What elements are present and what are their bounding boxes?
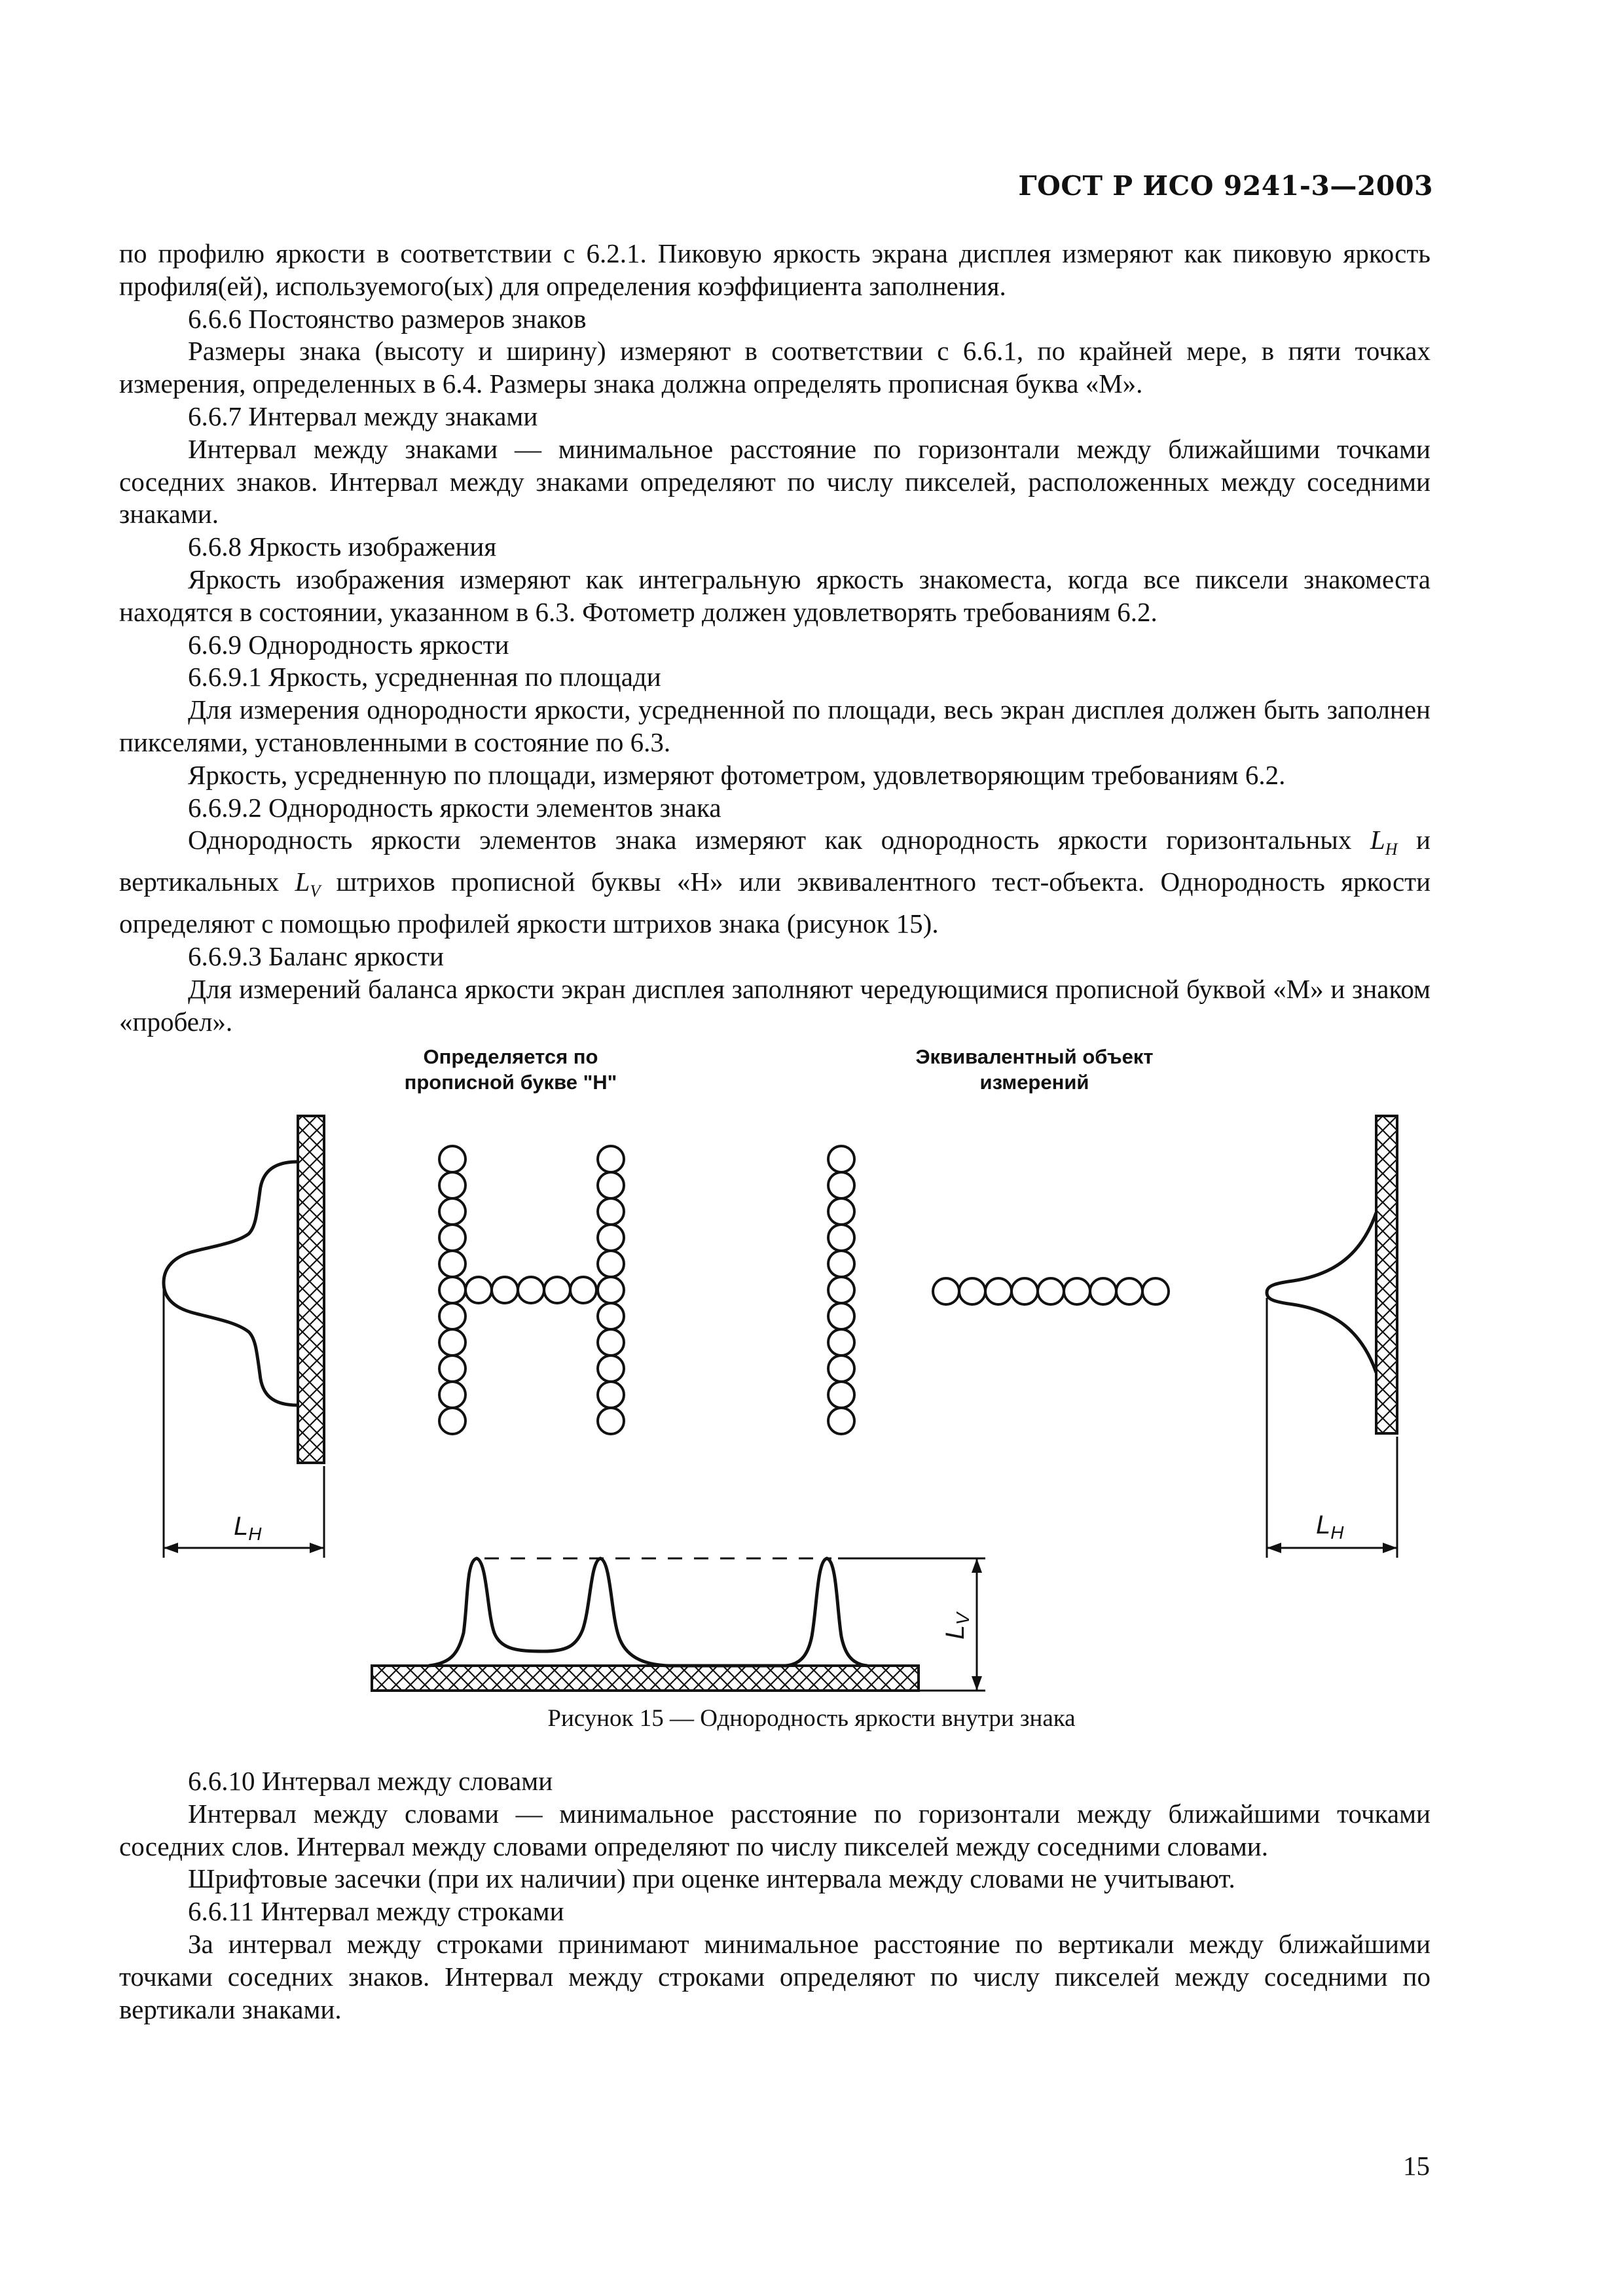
pixel-dot — [598, 1251, 624, 1277]
arrow-head — [972, 1558, 982, 1573]
paragraph: За интервал между строками принимают минимальное расстояние по вертикали между ближайшими точками соседних знаков. Интервал между строками определяют по числу пикселей между соседними по вертикали знаками. — [119, 1928, 1431, 2024]
pixel-dot — [598, 1382, 624, 1408]
dim-letter: L — [941, 1624, 970, 1640]
pixel-dot — [828, 1277, 854, 1303]
section-heading-6-6-9-1: 6.6.9.1 Яркость, усредненная по площади — [188, 662, 661, 692]
hatched-bar-right — [1376, 1116, 1397, 1433]
paragraph: Яркость изображения измеряют как интегральную яркость знакоместа, когда все пиксели знакоместа находятся в состоянии, указанном в 6.3. Фотометр должен удовлетворять требованиям 6.2. — [119, 564, 1431, 627]
pixel-dot — [1012, 1278, 1038, 1304]
arrow-head — [1267, 1543, 1281, 1553]
symbol-lh — [1370, 825, 1398, 859]
figure-15 — [0, 1044, 1623, 1698]
pixel-dot — [828, 1172, 854, 1198]
dim-letter: L — [234, 1512, 249, 1541]
pixel-dot — [598, 1198, 624, 1225]
figure-caption: Рисунок 15 — Однородность яркости внутри знака — [547, 1705, 1076, 1732]
standard-code-header: ГОСТ Р ИСО 9241-3—2003 — [1018, 170, 1433, 202]
pixel-dot — [439, 1146, 465, 1172]
section-heading-6-6-11: 6.6.11 Интервал между строками — [188, 1896, 564, 1927]
pixel-dot — [1064, 1278, 1090, 1304]
page-number: 15 — [1403, 2151, 1430, 2181]
text-run: и вертикальных — [119, 825, 1431, 897]
paragraph: Интервал между словами — минимальное расстояние по горизонтали между ближайшими точками соседних слов. Интервал между словами определяют по числу пикселей между соседними словами. — [119, 1798, 1431, 1861]
section-heading-6-6-6: 6.6.6 Постоянство размеров знаков — [188, 303, 587, 334]
pixel-dot — [959, 1278, 985, 1304]
paragraph: Шрифтовые засечки (при их наличии) при оценке интервала между словами не учитывают. — [188, 1863, 1235, 1894]
pixel-vertical-stroke — [828, 1146, 854, 1434]
paragraph: Яркость, усредненную по площади, измеряют фотометром, удовлетворяющим требованиям 6.2. — [188, 759, 1286, 790]
pixel-dot — [828, 1146, 854, 1172]
pixel-dot — [439, 1303, 465, 1329]
dim-subscript: H — [248, 1524, 262, 1544]
paragraph: по профилю яркости в соответствии с 6.2.1. Пиковую яркость экрана дисплея измеряют как пиковую яркость профиля(ей), используемого(ых) для определения коэффициента заполнения. — [119, 238, 1431, 301]
body-text-bottom — [119, 1765, 1431, 2026]
pixel-dot — [518, 1277, 544, 1303]
pixel-dot — [439, 1225, 465, 1251]
pixel-horizontal-stroke — [933, 1278, 1169, 1304]
luminance-profile-lh-left — [164, 1162, 298, 1405]
pixel-dot — [1090, 1278, 1116, 1304]
section-heading-6-6-7: 6.6.7 Интервал между знаками — [188, 401, 538, 431]
dim-letter: L — [1316, 1511, 1331, 1539]
figure-drawing — [0, 1044, 1623, 1698]
pixel-dot — [598, 1355, 624, 1382]
pixel-dot — [828, 1225, 854, 1251]
pixel-dot — [439, 1251, 465, 1277]
pixel-dot — [828, 1355, 854, 1382]
pixel-dot — [598, 1146, 624, 1172]
text-run: Однородность яркости элементов знака измеряют как однородность яркости горизонтальных — [188, 825, 1352, 855]
luminance-profile-lh-right — [1267, 1213, 1376, 1372]
pixel-dot — [1038, 1278, 1064, 1304]
dim-label-lh-left — [234, 1512, 262, 1544]
body-text-top — [119, 238, 1431, 1039]
symbol-subscript: V — [310, 882, 321, 901]
section-heading-6-6-8: 6.6.8 Яркость изображения — [188, 531, 497, 562]
hatched-bar-left — [298, 1116, 324, 1463]
paragraph-with-symbols — [119, 824, 1431, 941]
pixel-dot — [439, 1382, 465, 1408]
pixel-dot — [465, 1277, 492, 1303]
pixel-dot — [828, 1382, 854, 1408]
pixel-dot — [828, 1329, 854, 1355]
symbol-subscript: H — [1385, 840, 1398, 859]
paragraph: Для измерений баланса яркости экран дисплея заполняют чередующимися прописной буквой «М» и знаком «пробел». — [119, 973, 1431, 1037]
pixel-dot — [1142, 1278, 1169, 1304]
pixel-dot — [828, 1251, 854, 1277]
arrow-head — [972, 1676, 982, 1691]
pixel-dot — [1116, 1278, 1142, 1304]
dim-label-lv — [941, 1611, 973, 1640]
symbol-letter: L — [1370, 825, 1385, 855]
pixel-dot — [598, 1225, 624, 1251]
symbol-letter: L — [295, 867, 310, 897]
section-heading-6-6-9-2: 6.6.9.2 Однородность яркости элементов знака — [188, 792, 721, 823]
dim-label-lh-right — [1316, 1511, 1344, 1543]
pixel-dot — [439, 1198, 465, 1225]
pixel-dot — [933, 1278, 959, 1304]
pixel-dot — [828, 1198, 854, 1225]
text-run: штрихов прописной буквы «Н» или эквивалентного тест-объекта. Однородность яркости определяют с помощью профилей яркости штрихов знака (рисунок 15). — [119, 867, 1431, 939]
paragraph: Размеры знака (высоту и ширину) измеряют в соответствии с 6.6.1, по крайней мере, в пяти точках измерения, определенных в 6.4. Размеры знака должна определять прописная буква «М». — [119, 336, 1431, 399]
dim-subscript: V — [953, 1613, 973, 1625]
pixel-letter-h — [439, 1146, 624, 1434]
arrow-head — [164, 1543, 178, 1553]
section-heading-6-6-10: 6.6.10 Интервал между словами — [188, 1766, 553, 1796]
dim-subscript: H — [1330, 1522, 1344, 1543]
hatched-bar-bottom — [372, 1666, 919, 1691]
pixel-dot — [439, 1329, 465, 1355]
paragraph: Интервал между знаками — минимальное расстояние по горизонтали между ближайшими точками соседних знаков. Интервал между знаками определяют по числу пикселей, расположенных между соседними знаками. — [119, 433, 1431, 529]
pixel-dot — [544, 1277, 570, 1303]
symbol-lv — [295, 867, 321, 901]
pixel-dot — [570, 1277, 596, 1303]
pixel-dot — [598, 1277, 624, 1303]
pixel-dot — [439, 1277, 465, 1303]
pixel-dot — [598, 1303, 624, 1329]
pixel-dot — [439, 1408, 465, 1434]
label-line: измерений — [979, 1071, 1089, 1094]
label-line: прописной букве "Н" — [404, 1071, 617, 1094]
pixel-dot — [439, 1172, 465, 1198]
arrow-head — [310, 1543, 324, 1553]
section-heading-6-6-9-3: 6.6.9.3 Баланс яркости — [188, 941, 444, 972]
paragraph: Для измерения однородности яркости, усредненной по площади, весь экран дисплея должен быть заполнен пикселями, установленными в состояние по 6.3. — [119, 694, 1431, 757]
luminance-profile-lv — [429, 1558, 867, 1666]
arrow-head — [1383, 1543, 1397, 1553]
pixel-dot — [985, 1278, 1012, 1304]
pixel-dot — [828, 1408, 854, 1434]
pixel-dot — [492, 1277, 518, 1303]
pixel-dot — [598, 1329, 624, 1355]
pixel-dot — [598, 1172, 624, 1198]
label-line: Определяется по — [423, 1045, 598, 1068]
pixel-dot — [828, 1303, 854, 1329]
label-line: Эквивалентный объект — [915, 1045, 1154, 1068]
pixel-dot — [598, 1408, 624, 1434]
pixel-dot — [439, 1355, 465, 1382]
section-heading-6-6-9: 6.6.9 Однородность яркости — [188, 629, 509, 660]
